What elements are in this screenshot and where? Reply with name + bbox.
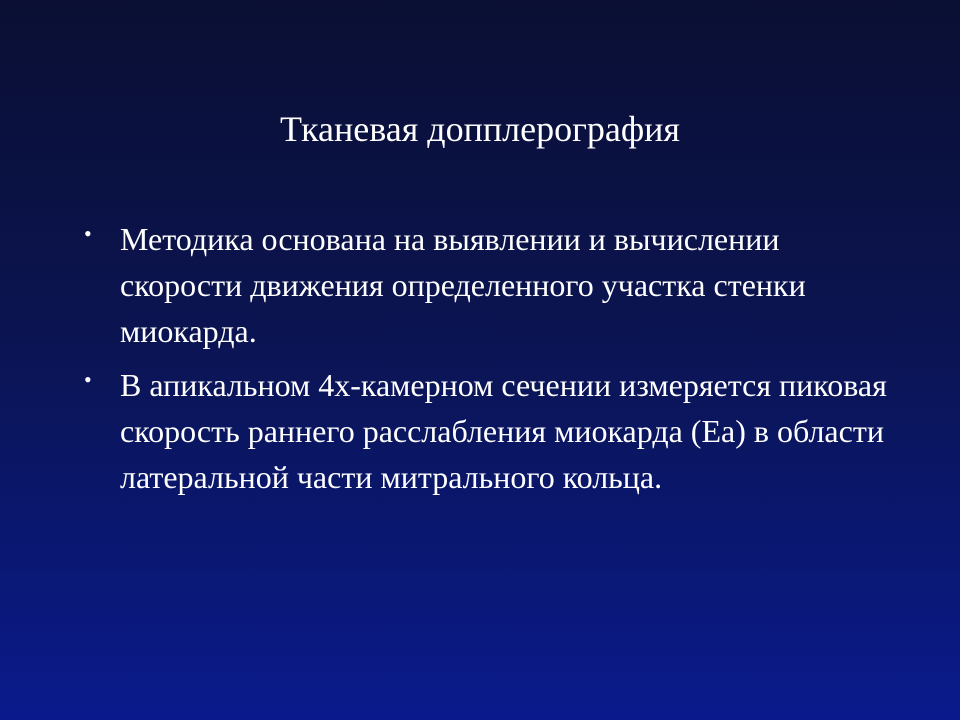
bullet-item [80, 216, 900, 354]
slide-title: Тканевая допплерография [279, 109, 680, 149]
bullet-icon: • [84, 221, 92, 246]
bullet-list [80, 216, 900, 508]
bullet-icon: • [84, 367, 92, 392]
bullet-text: Методика основана на выявлении и вычислении скорости движения определенного участка стенки миокарда. [120, 221, 806, 349]
bullet-item [80, 362, 900, 500]
bullet-text: В апикальном 4х-камерном сечении измеряется пиковая скорость раннего расслабления миокарда (Еа) в области латеральной части митрального кольца. [120, 367, 887, 495]
